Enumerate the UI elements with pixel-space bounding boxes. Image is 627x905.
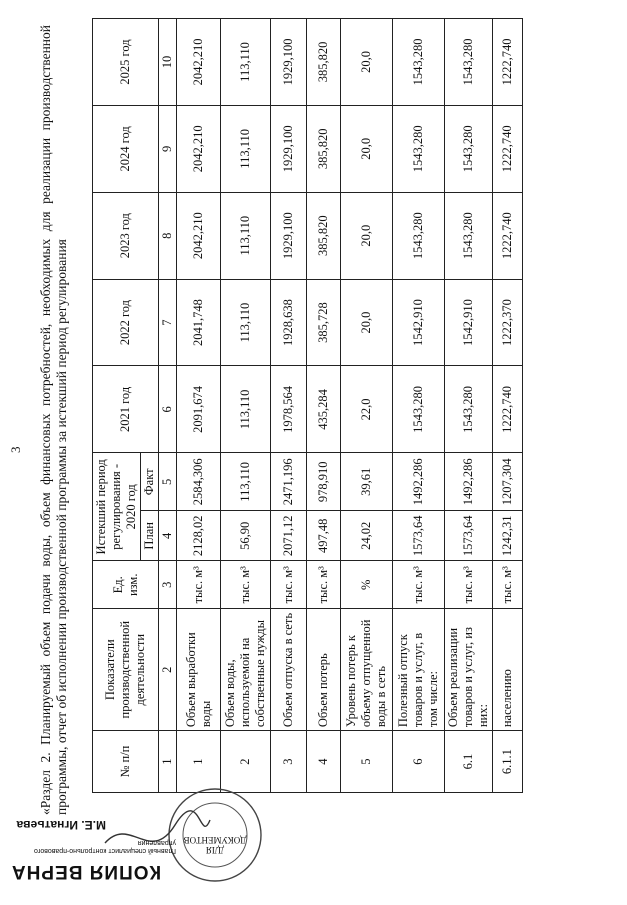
- column-index-cell: 4: [159, 511, 177, 561]
- row-year-value: 385,820: [307, 19, 341, 106]
- row-year-value: 1542,910: [445, 279, 493, 366]
- row-number: 1: [177, 731, 221, 793]
- column-index-cell: 8: [159, 192, 177, 279]
- column-index-cell: 3: [159, 561, 177, 609]
- header-unit: Ед. изм.: [93, 561, 159, 609]
- stamp-signer: М.Е. Игнатьева: [16, 818, 106, 832]
- stamp-department: Главный специалист контрольно-правового управления: [34, 839, 176, 854]
- table-row: [341, 19, 393, 793]
- column-index-cell: 5: [159, 453, 177, 511]
- table-row: [307, 19, 341, 793]
- row-year-value: 385,820: [307, 105, 341, 192]
- row-indicator: Объем воды, используемой на собственные нужды: [221, 609, 271, 731]
- row-year-value: 1543,280: [445, 105, 493, 192]
- table-row: [221, 19, 271, 793]
- row-indicator: Объем потерь: [307, 609, 341, 731]
- row-year-value: 2042,210: [177, 19, 221, 106]
- row-plan-value: 1573,64: [445, 511, 493, 561]
- row-number: 6.1.1: [493, 731, 523, 793]
- row-year-value: 20,0: [341, 105, 393, 192]
- header-year-2024: 2024 год: [93, 105, 159, 192]
- section-caption: «Раздел 2. Планируемый объем подачи воды, объем финансовых потребностей, необходимых для реализации производственной программы, отчет об исполнении производственной программы за истекший период регулирования: [38, 25, 69, 815]
- row-year-value: 2091,674: [177, 366, 221, 453]
- header-fact: Факт: [141, 453, 159, 511]
- row-year-value: 22,0: [341, 366, 393, 453]
- certification-stamp: [470, 0, 627, 295]
- row-year-value: 2042,210: [177, 192, 221, 279]
- header-name: Показатели производственной деятельности: [93, 609, 159, 731]
- row-plan-value: 2128,02: [177, 511, 221, 561]
- row-year-value: 1929,100: [271, 19, 307, 106]
- row-indicator: Объем отпуска в сеть: [271, 609, 307, 731]
- row-unit: тыс. м³: [493, 561, 523, 609]
- production-program-table: [92, 18, 523, 793]
- row-year-value: 113,110: [221, 19, 271, 106]
- row-year-value: 1222,740: [493, 19, 523, 106]
- row-year-value: 113,110: [221, 279, 271, 366]
- row-indicator: Полезный отпуск товаров и услуг, в том числе:: [393, 609, 445, 731]
- row-year-value: 113,110: [221, 192, 271, 279]
- row-year-value: 1222,740: [493, 366, 523, 453]
- header-year-2022: 2022 год: [93, 279, 159, 366]
- row-number: 6: [393, 731, 445, 793]
- header-year-2023: 2023 год: [93, 192, 159, 279]
- row-indicator: населению: [493, 609, 523, 731]
- row-plan-value: 1242,31: [493, 511, 523, 561]
- row-fact-value: 113,110: [221, 453, 271, 511]
- row-year-value: 385,728: [307, 279, 341, 366]
- row-year-value: 435,284: [307, 366, 341, 453]
- header-year-2021: 2021 год: [93, 366, 159, 453]
- row-year-value: 1929,100: [271, 192, 307, 279]
- header-num: № п/п: [93, 731, 159, 793]
- row-unit: тыс. м³: [445, 561, 493, 609]
- row-unit: тыс. м³: [221, 561, 271, 609]
- row-year-value: 1542,910: [393, 279, 445, 366]
- row-year-value: 113,110: [221, 105, 271, 192]
- copy-title: КОПИЯ ВЕРНА: [10, 861, 162, 882]
- row-plan-value: 497,48: [307, 511, 341, 561]
- column-index-cell: 1: [159, 731, 177, 793]
- row-fact-value: 1207,304: [493, 453, 523, 511]
- row-year-value: 1543,280: [393, 192, 445, 279]
- row-year-value: 20,0: [341, 19, 393, 106]
- column-index-cell: 7: [159, 279, 177, 366]
- row-unit: %: [341, 561, 393, 609]
- table-row: [271, 19, 307, 793]
- seal-text: ДЛЯ ДОКУМЕНТОВ: [183, 835, 247, 855]
- row-fact-value: 2584,306: [177, 453, 221, 511]
- row-unit: тыс. м³: [177, 561, 221, 609]
- row-year-value: 1222,370: [493, 279, 523, 366]
- row-number: 5: [341, 731, 393, 793]
- row-indicator: Объем реализации товаров и услуг, из них:: [445, 609, 493, 731]
- table-row: [177, 19, 221, 793]
- row-year-value: 113,110: [221, 366, 271, 453]
- row-fact-value: 2471,196: [271, 453, 307, 511]
- row-year-value: 1222,740: [493, 105, 523, 192]
- row-unit: тыс. м³: [307, 561, 341, 609]
- row-year-value: 1543,280: [445, 19, 493, 106]
- row-number: 3: [271, 731, 307, 793]
- row-year-value: 1928,638: [271, 279, 307, 366]
- row-number: 6.1: [445, 731, 493, 793]
- row-year-value: 1543,280: [393, 366, 445, 453]
- page-number: 3: [8, 446, 23, 453]
- column-index-cell: 10: [159, 19, 177, 106]
- row-unit: тыс. м³: [393, 561, 445, 609]
- row-plan-value: 2071,12: [271, 511, 307, 561]
- header-year-2025: 2025 год: [93, 19, 159, 106]
- row-number: 2: [221, 731, 271, 793]
- row-year-value: 1978,564: [271, 366, 307, 453]
- row-year-value: 1543,280: [445, 366, 493, 453]
- row-indicator: Уровень потерь к объему отпущенной воды в сеть: [341, 609, 393, 731]
- column-index-cell: 9: [159, 105, 177, 192]
- row-unit: тыс. м³: [271, 561, 307, 609]
- column-index-row: [159, 19, 177, 793]
- row-year-value: 20,0: [341, 192, 393, 279]
- row-plan-value: 24,02: [341, 511, 393, 561]
- row-year-value: 1543,280: [445, 192, 493, 279]
- row-year-value: 1222,740: [493, 192, 523, 279]
- row-year-value: 1929,100: [271, 105, 307, 192]
- row-fact-value: 39,61: [341, 453, 393, 511]
- row-year-value: 2042,210: [177, 105, 221, 192]
- row-number: 4: [307, 731, 341, 793]
- row-year-value: 20,0: [341, 279, 393, 366]
- row-year-value: 385,820: [307, 192, 341, 279]
- table-row: [393, 19, 445, 793]
- column-index-cell: 2: [159, 609, 177, 731]
- row-fact-value: 978,910: [307, 453, 341, 511]
- header-plan: План: [141, 511, 159, 561]
- row-indicator: Объем выработки воды: [177, 609, 221, 731]
- row-year-value: 1543,280: [393, 105, 445, 192]
- row-plan-value: 56,90: [221, 511, 271, 561]
- row-year-value: 2041,748: [177, 279, 221, 366]
- row-fact-value: 1492,286: [445, 453, 493, 511]
- row-plan-value: 1573,64: [393, 511, 445, 561]
- column-index-cell: 6: [159, 366, 177, 453]
- row-year-value: 1543,280: [393, 19, 445, 106]
- row-fact-value: 1492,286: [393, 453, 445, 511]
- header-period: Истекший период регулирования - 2020 год: [93, 453, 141, 561]
